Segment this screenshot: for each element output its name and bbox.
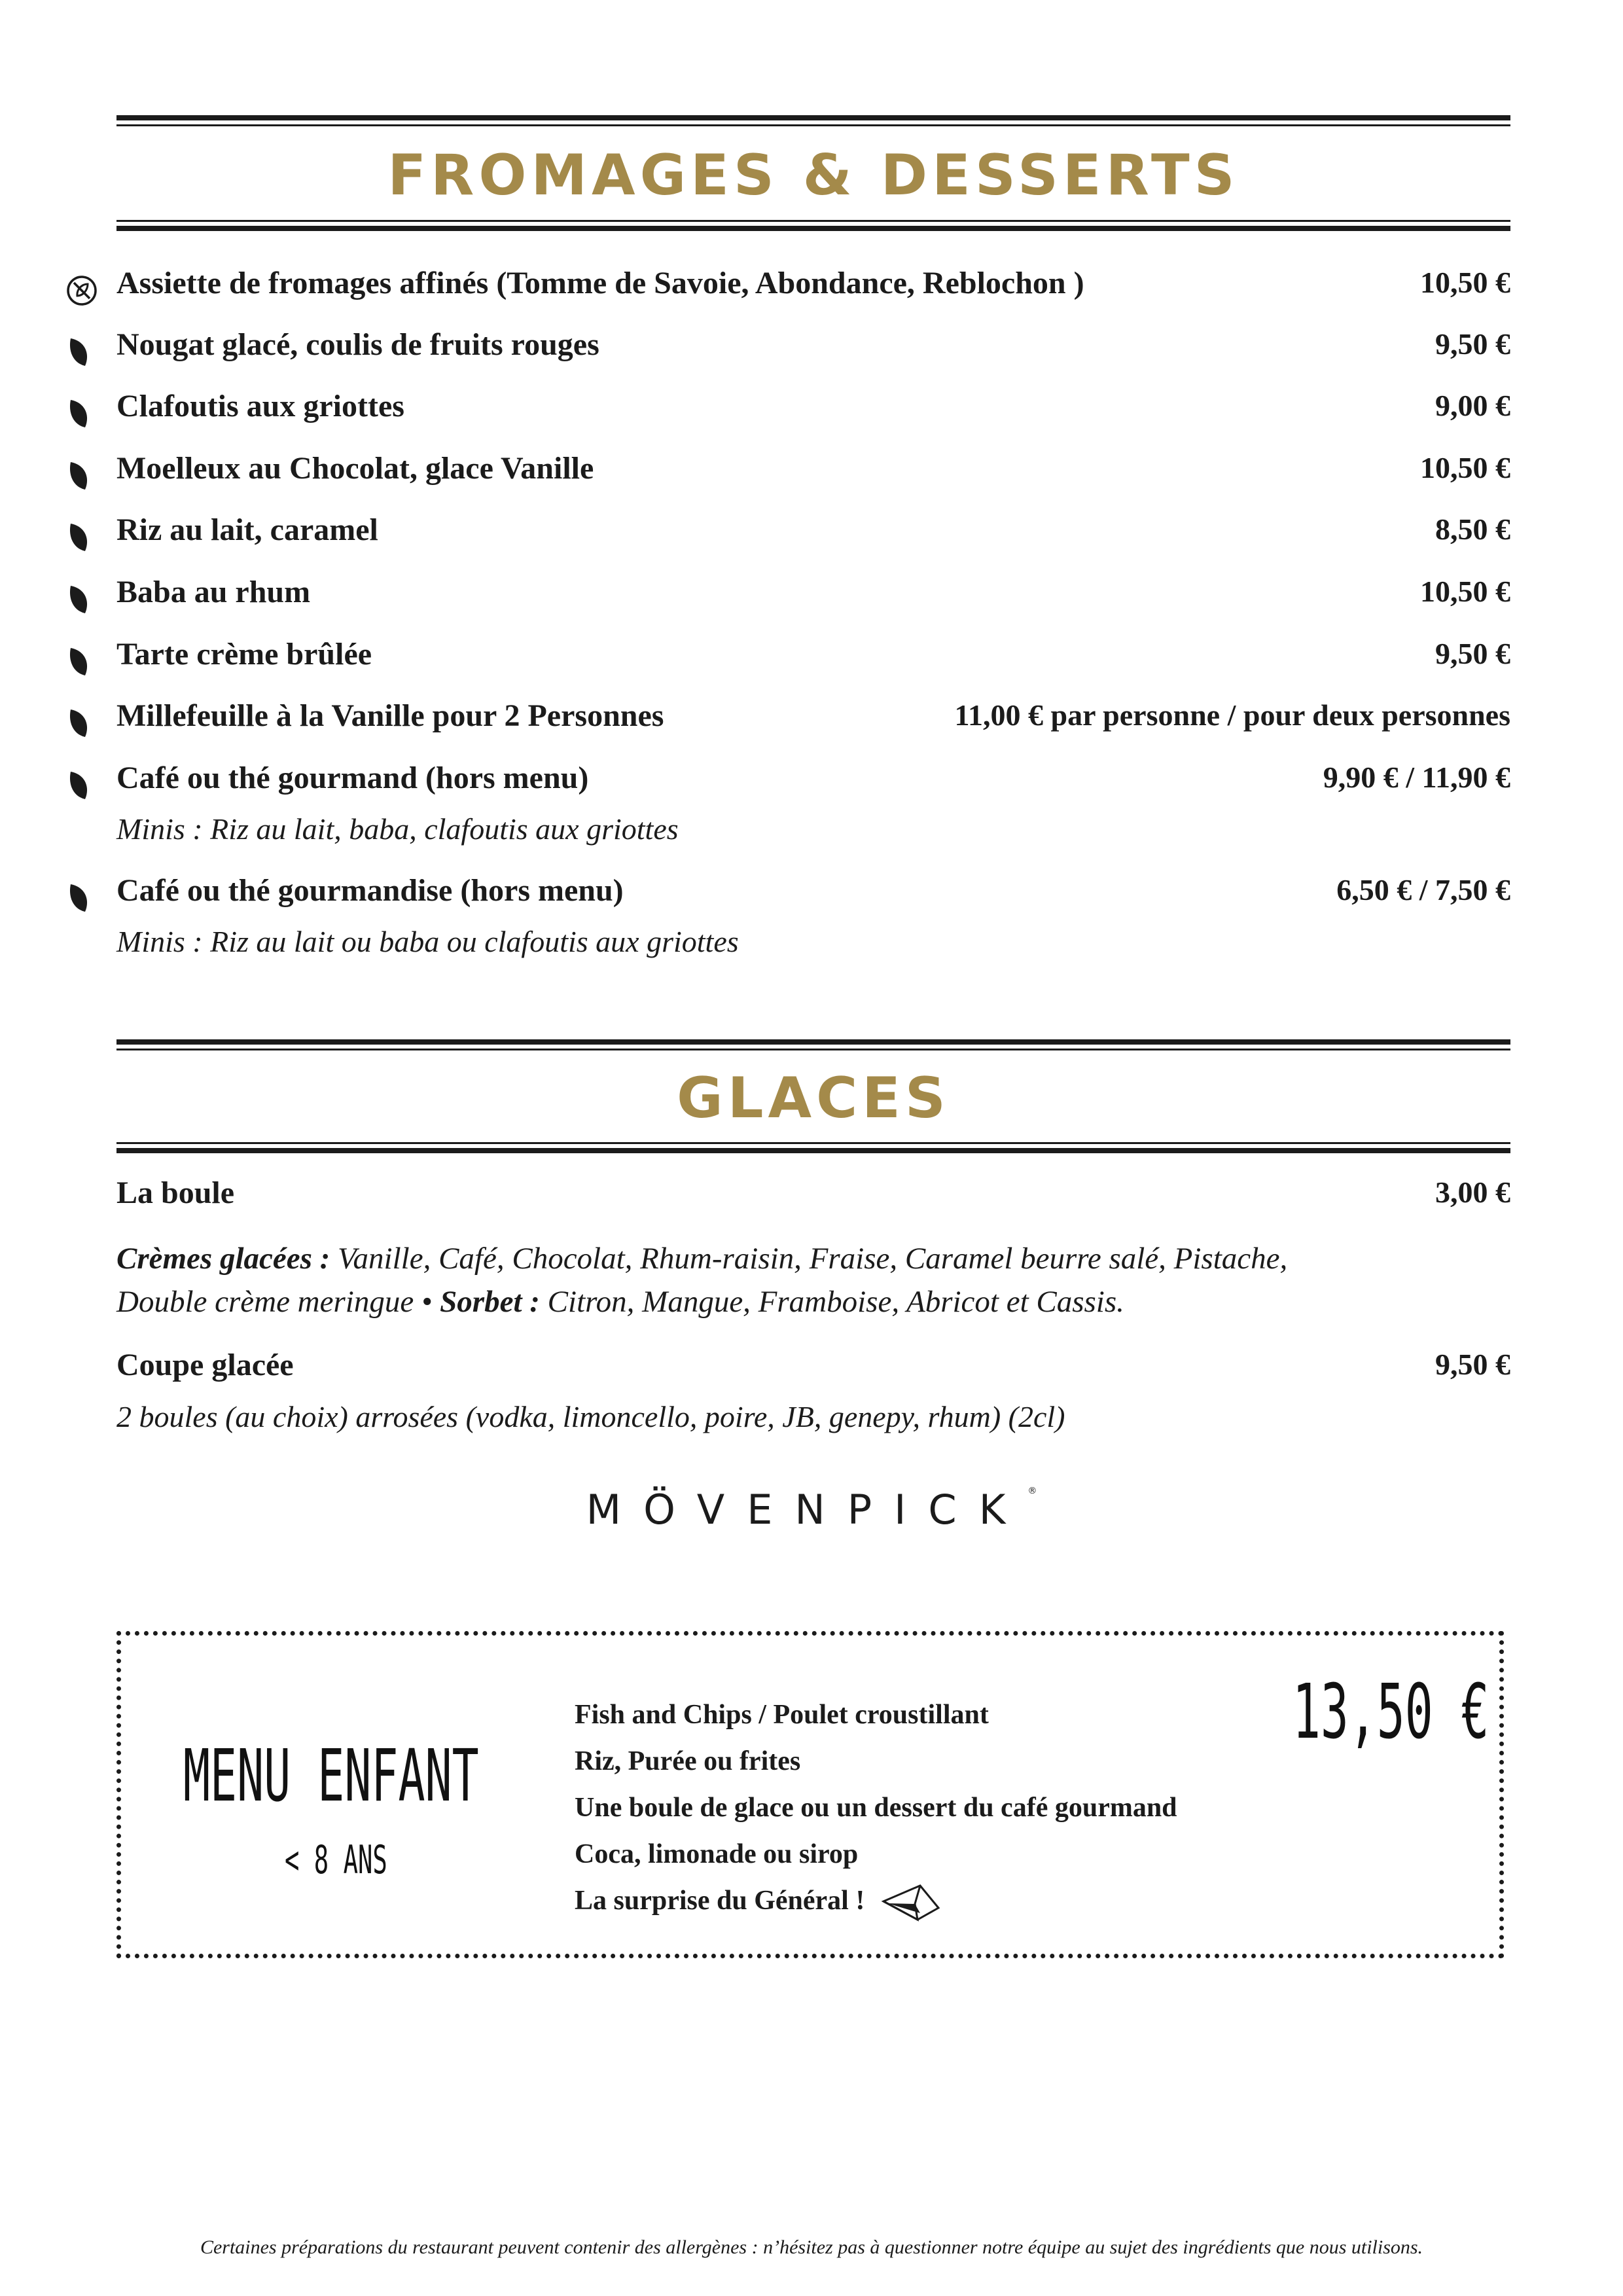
menu-enfant-line: Une boule de glace ou un dessert du café gourmand	[575, 1793, 1177, 1823]
item-subtitle: Minis : Riz au lait, baba, clafoutis aux griottes	[116, 812, 679, 846]
top-rule	[116, 115, 1510, 126]
cremes-label: Crèmes glacées :	[116, 1242, 330, 1276]
menu-enfant-price: 13,50 €	[1293, 1668, 1489, 1756]
cremes-text-2: Double crème meringue •	[116, 1285, 440, 1319]
item-name: Baba au rhum	[116, 575, 311, 609]
menu-item-cafe-gourmandise	[65, 872, 1510, 931]
menu-item-moelleux	[65, 450, 1510, 509]
item-price: 9,00 €	[1435, 389, 1510, 422]
sorbet-label: Sorbet :	[440, 1285, 540, 1319]
item-price: 11,00 € par personne / pour deux personnes	[954, 698, 1510, 732]
section-title-fromages-desserts: FROMAGES & DESSERTS	[387, 143, 1240, 208]
title-rule	[116, 220, 1510, 231]
item-price: 9,50 €	[1435, 327, 1510, 361]
menu-item-nougat	[65, 327, 1510, 386]
item-name: Café ou thé gourmand (hors menu)	[116, 761, 589, 795]
surprise-text: La surprise du Général !	[575, 1886, 865, 1916]
menu-item-millefeuille	[65, 698, 1510, 757]
boule-label: La boule	[116, 1175, 235, 1210]
menu-item-tarte	[65, 636, 1510, 695]
coupe-label: Coupe glacée	[116, 1348, 294, 1382]
menu-enfant-line: Coca, limonade ou sirop	[575, 1839, 859, 1869]
item-name: Clafoutis aux griottes	[116, 389, 404, 423]
brand-name: MÖVENPICK	[586, 1486, 1028, 1534]
item-name: Nougat glacé, coulis de fruits rouges	[116, 327, 599, 362]
vegetarian-crossed-icon	[65, 274, 99, 308]
item-name: Riz au lait, caramel	[116, 512, 378, 547]
item-name: Millefeuille à la Vanille pour 2 Personnes	[116, 698, 664, 733]
sorbet-text: Citron, Mangue, Framboise, Abricot et Cassis.	[539, 1285, 1124, 1319]
leaf-icon	[65, 882, 99, 916]
item-price: 10,50 €	[1420, 451, 1510, 484]
menu-item-fromages	[65, 265, 1510, 324]
item-price: 8,50 €	[1435, 512, 1510, 546]
glaces-top-rule	[116, 1039, 1510, 1050]
item-price: 9,90 € / 11,90 €	[1323, 761, 1510, 794]
item-subtitle: Minis : Riz au lait ou baba ou clafoutis aux griottes	[116, 925, 739, 958]
menu-item-baba	[65, 574, 1510, 633]
allergen-note: Certaines préparations du restaurant peuvent contenir des allergènes : n’hésitez pas à questionner notre équipe au sujet des ingrédients que nous utilisons.	[200, 2236, 1423, 2258]
cremes-text: Vanille, Café, Chocolat, Rhum-raisin, Fraise, Caramel beurre salé, Pistache,	[330, 1242, 1288, 1276]
registered-mark: ®	[1027, 1486, 1037, 1496]
menu-enfant-lines	[575, 1692, 1177, 1924]
glaces-title-rule	[116, 1142, 1510, 1153]
paper-plane-icon	[872, 1886, 944, 1916]
item-price: 10,50 €	[1420, 575, 1510, 608]
menu-enfant-line: Fish and Chips / Poulet croustillant	[575, 1700, 989, 1730]
item-name: Assiette de fromages affinés (Tomme de Savoie, Abondance, Reblochon )	[116, 266, 1084, 300]
boule-price: 3,00 €	[1435, 1175, 1510, 1209]
menu-item-cafe-gourmand	[65, 760, 1510, 819]
coupe-description: 2 boules (au choix) arrosées (vodka, limoncello, poire, JB, genepy, rhum) (2cl)	[116, 1400, 1065, 1433]
movenpick-logo	[0, 1486, 1623, 1534]
item-name: Café ou thé gourmandise (hors menu)	[116, 873, 624, 908]
section-title-glaces: GLACES	[677, 1066, 950, 1131]
leaf-icon	[65, 397, 99, 431]
menu-enfant-age: < 8 ANS	[285, 1837, 387, 1883]
item-price: 6,50 € / 7,50 €	[1336, 873, 1510, 906]
item-price: 10,50 €	[1420, 266, 1510, 299]
leaf-icon	[65, 645, 99, 679]
menu-enfant-line-surprise	[575, 1878, 1177, 1924]
menu-item-clafoutis	[65, 388, 1510, 447]
item-price: 9,50 €	[1435, 637, 1510, 670]
coupe-price: 9,50 €	[1435, 1348, 1510, 1381]
leaf-icon	[65, 583, 99, 617]
menu-enfant-box	[116, 1631, 1504, 1958]
leaf-icon	[65, 521, 99, 555]
flavors-list	[116, 1237, 1491, 1323]
leaf-icon	[65, 336, 99, 370]
menu-enfant-line: Riz, Purée ou frites	[575, 1746, 801, 1776]
menu-enfant-title: MENU ENFANT	[183, 1734, 479, 1818]
leaf-icon	[65, 707, 99, 741]
item-name: Moelleux au Chocolat, glace Vanille	[116, 451, 594, 486]
leaf-icon	[65, 459, 99, 493]
leaf-icon	[65, 769, 99, 803]
item-name: Tarte crème brûlée	[116, 637, 372, 672]
menu-item-riz	[65, 512, 1510, 571]
